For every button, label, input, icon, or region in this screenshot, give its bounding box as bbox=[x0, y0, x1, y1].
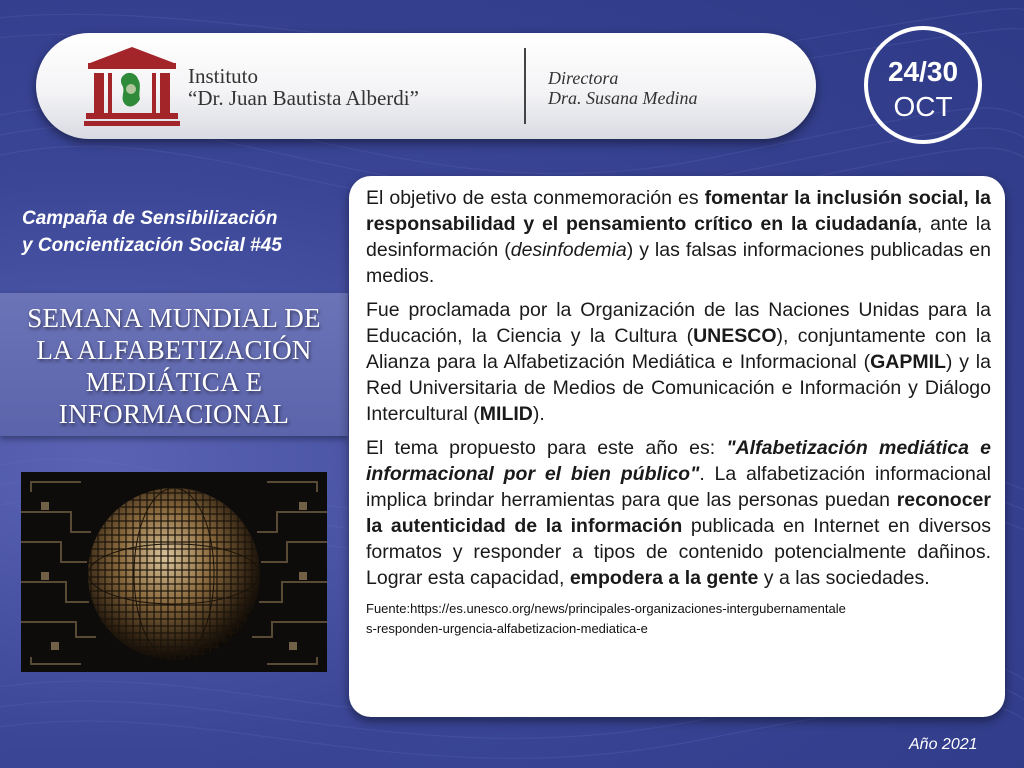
p3-text-c: . La alfabetización informacional implica brindar herramientas para que las personas puedan bbox=[366, 463, 991, 511]
campaign-line2: y Concientización Social #45 bbox=[22, 235, 282, 256]
campaign-line1: Campaña de Sensibilización bbox=[22, 208, 278, 229]
p3-text-a: El tema propuesto para este año es: bbox=[366, 437, 727, 459]
title-line4: INFORMACIONAL bbox=[58, 399, 290, 429]
institute-name-line1: Instituto bbox=[188, 64, 259, 88]
title-line3: MEDIÁTICA E bbox=[85, 367, 263, 397]
page-title bbox=[8, 302, 340, 430]
p2-bold-b: UNESCO bbox=[693, 325, 777, 347]
paragraph-proclamation bbox=[366, 297, 991, 427]
p3-text-e: publicada en Internet en diversos formatos y responder a tipos de contenido potencialmente dañinos. Lograr esta capacidad, bbox=[366, 515, 991, 589]
director-name: Dra. Susana Medina bbox=[548, 88, 698, 108]
title-line1: SEMANA MUNDIAL DE bbox=[27, 303, 321, 333]
p1-text-c: , ante la desinformación ( bbox=[366, 213, 991, 261]
p2-bold-f: MILID bbox=[479, 403, 533, 425]
year-label: Año 2021 bbox=[909, 736, 978, 753]
date-badge bbox=[864, 26, 982, 144]
p3-bold-f: empodera a la gente bbox=[569, 567, 759, 589]
paragraph-objective bbox=[366, 185, 991, 289]
institute-building-icon bbox=[84, 45, 180, 127]
institute-name-line2: “Dr. Juan Bautista Alberdi” bbox=[188, 86, 419, 110]
p2-text-a: Fue proclamada por la Organización de las Naciones Unidas para la Educación, la Ciencia y la Cultura ( bbox=[366, 299, 991, 347]
title-band bbox=[0, 293, 348, 436]
p3-bold-d: reconocer la autenticidad de la información bbox=[366, 489, 991, 537]
p1-italic-d: desinfodemia bbox=[510, 239, 627, 261]
header-divider bbox=[524, 48, 526, 124]
p3-bold-italic-b: "Alfabetización mediática e informacional por el bien público" bbox=[366, 437, 992, 485]
campaign-label bbox=[22, 205, 342, 259]
p3-text-g: y a las sociedades. bbox=[758, 567, 930, 589]
header-banner bbox=[36, 33, 816, 139]
p2-text-g: ). bbox=[532, 403, 545, 425]
p2-text-e: ) y la Red Universitaria de Medios de Comunicación e Información y Diálogo Intercultural ( bbox=[366, 351, 991, 425]
director-title: Directora bbox=[548, 68, 619, 88]
source-line2: s-responden-urgencia-alfabetizacion-mediatica-e bbox=[366, 621, 648, 636]
source-line1: Fuente:https://es.unesco.org/news/principales-organizaciones-intergubernamentale bbox=[366, 601, 846, 616]
media-globe-image bbox=[21, 472, 327, 672]
p2-text-c: ), conjuntamente con la Alianza para la Alfabetización Mediática e Informacional ( bbox=[366, 325, 991, 373]
p2-bold-d: GAPMIL bbox=[870, 351, 946, 373]
date-days: 24/30 bbox=[887, 56, 959, 87]
content-panel bbox=[349, 176, 1005, 717]
source-citation bbox=[366, 599, 991, 639]
p1-text-a: El objetivo de esta conmemoración es bbox=[366, 187, 705, 209]
p1-text-e: ) y las falsas informaciones publicadas en medios. bbox=[366, 239, 991, 287]
p1-bold-b: fomentar la inclusión social, la responsabilidad y el pensamiento crítico en la ciudadanía bbox=[366, 187, 991, 235]
title-line2: LA ALFABETIZACIÓN bbox=[36, 335, 312, 365]
date-month: OCT bbox=[893, 91, 953, 122]
paragraph-theme bbox=[366, 435, 991, 591]
